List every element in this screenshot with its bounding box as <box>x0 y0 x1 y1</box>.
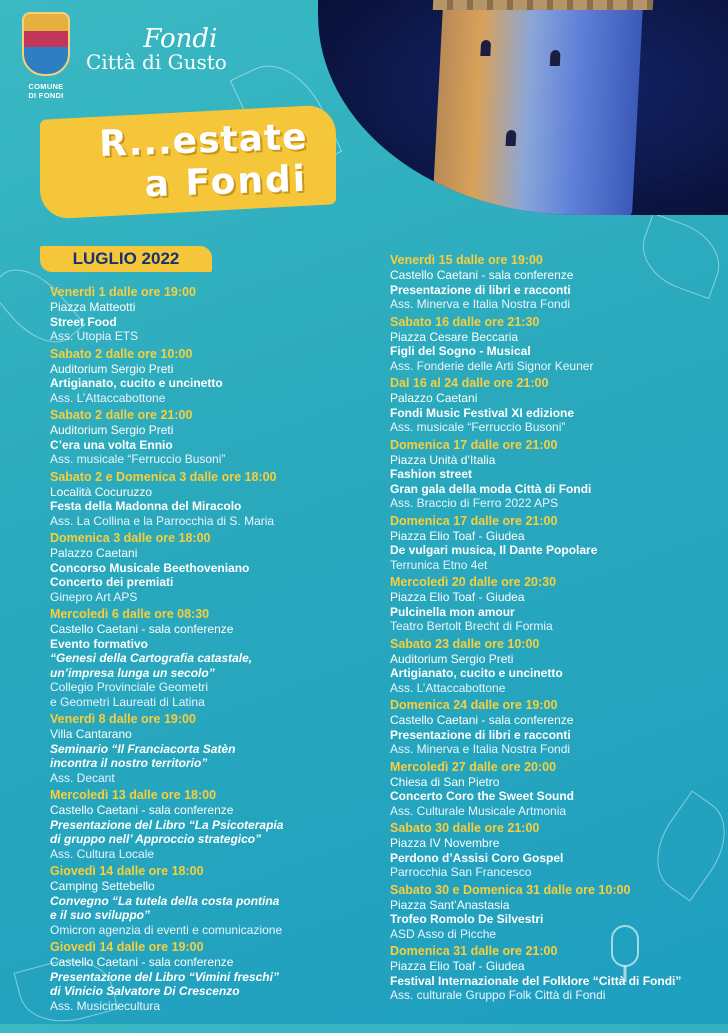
event-place: Castello Caetani - sala conferenze <box>390 713 574 727</box>
event-title: Figli del Sogno - Musical <box>390 344 531 358</box>
event-date: Giovedì 14 dalle ore 19:00 <box>50 940 204 954</box>
event-title: Convegno “La tutela della costa pontina <box>50 893 280 908</box>
event-item <box>390 944 720 1003</box>
castle-tower-photo <box>318 0 728 215</box>
event-item <box>390 253 720 312</box>
event-organizer: Ass. musicale “Ferruccio Busoni” <box>50 452 226 466</box>
event-date: Sabato 16 dalle ore 21:30 <box>390 314 540 329</box>
events-column-right <box>390 253 720 1006</box>
event-organizer: Ass. Culturale Musicale Artmonia <box>390 803 567 818</box>
event-organizer: Ass. Minerva e Italia Nostra Fondi <box>390 742 571 756</box>
event-item <box>50 712 380 785</box>
event-organizer: Ass. La Collina e la Parrocchia di S. Maria <box>50 513 275 528</box>
event-item <box>390 821 720 880</box>
event-place: Villa Cantarano <box>50 727 132 741</box>
event-organizer: Ass. Cultura Locale <box>50 846 155 861</box>
event-place: Chiesa di San Pietro <box>390 774 500 789</box>
event-place: Piazza Elio Toaf - Giudea <box>390 959 525 973</box>
event-title: incontra il nostro territorio” <box>50 756 208 770</box>
event-title: un’impresa lunga un secolo” <box>50 665 215 680</box>
event-organizer: e Geometri Laureati di Latina <box>50 694 205 709</box>
event-organizer: Collegio Provinciale Geometri <box>50 680 209 694</box>
event-title: “Genesi della Cartografia catastale, <box>50 651 253 665</box>
event-organizer: Parrocchia San Francesco <box>390 865 532 879</box>
event-place: Palazzo Caetani <box>390 391 478 405</box>
event-title: Presentazione di libri e racconti <box>390 282 571 297</box>
event-title: Pulcinella mon amour <box>390 604 515 619</box>
event-title: Concerto Coro the Sweet Sound <box>390 789 575 803</box>
event-date: Sabato 30 dalle ore 21:00 <box>390 821 540 835</box>
event-item <box>50 788 380 861</box>
event-date: Domenica 17 dalle ore 21:00 <box>390 437 558 452</box>
event-item <box>390 514 720 573</box>
event-organizer: Ass. musicale “Ferruccio Busoni” <box>390 420 566 434</box>
event-date: Sabato 2 dalle ore 21:00 <box>50 408 193 422</box>
event-date: Mercoledì 13 dalle ore 18:00 <box>50 788 217 802</box>
event-title: e il suo sviluppo” <box>50 908 151 922</box>
event-organizer: Omicron agenzia di eventi e comunicazione <box>50 922 283 937</box>
event-item <box>50 347 380 406</box>
event-item <box>50 531 380 604</box>
event-organizer: Ginepro Art APS <box>50 589 138 604</box>
event-date: Sabato 2 e Domenica 3 dalle ore 18:00 <box>50 469 277 484</box>
event-place: Piazza Sant’Anastasia <box>390 897 510 912</box>
event-date: Sabato 2 dalle ore 10:00 <box>50 346 193 361</box>
event-organizer: Ass. Utopia ETS <box>50 329 139 343</box>
event-place: Piazza Elio Toaf - Giudea <box>390 528 525 543</box>
event-place: Piazza Matteotti <box>50 300 136 314</box>
event-place: Auditorium Sergio Preti <box>50 423 174 437</box>
event-item <box>50 940 380 1013</box>
event-title: C’era una volta Ennio <box>50 437 173 452</box>
event-item <box>390 376 720 435</box>
event-place: Palazzo Caetani <box>50 546 138 560</box>
logo-line-2: Città di Gusto <box>86 50 227 74</box>
event-item <box>390 760 720 819</box>
event-item <box>50 285 380 344</box>
event-date: Mercoledì 20 dalle ore 20:30 <box>390 575 557 589</box>
event-date: Domenica 24 dalle ore 19:00 <box>390 698 558 712</box>
event-organizer: Ass. culturale Gruppo Folk Città di Fondi <box>390 988 606 1002</box>
event-place: Castello Caetani - sala conferenze <box>50 803 234 817</box>
comune-label <box>18 82 74 100</box>
event-date: Sabato 30 e Domenica 31 dalle ore 10:00 <box>390 882 631 897</box>
event-date: Mercoledì 6 dalle ore 08:30 <box>50 607 210 621</box>
event-place: Località Cocuruzzo <box>50 484 153 499</box>
event-item <box>390 575 720 634</box>
event-organizer: Ass. Fonderie delle Arti Signor Keuner <box>390 358 594 373</box>
event-item <box>390 637 720 696</box>
event-item <box>50 607 380 709</box>
event-organizer: Ass. Decant <box>50 770 115 785</box>
event-place: Piazza Unità d’Italia <box>390 452 496 467</box>
event-date: Venerdì 8 dalle ore 19:00 <box>50 712 196 726</box>
event-item <box>50 864 380 937</box>
event-place: Castello Caetani - sala conferenze <box>50 955 234 969</box>
event-title: Seminario “Il Franciacorta Satèn <box>50 741 236 756</box>
event-title: Concerto dei premiati <box>50 575 174 589</box>
event-title: Presentazione del Libro “Vimini freschi” <box>50 969 279 984</box>
event-title: Gran gala della moda Città di Fondi <box>390 481 592 496</box>
event-date: Venerdì 1 dalle ore 19:00 <box>50 285 196 299</box>
ice-cream-icon <box>608 924 642 984</box>
event-title: Artigianato, cucito e uncinetto <box>390 666 563 680</box>
event-date: Venerdì 15 dalle ore 19:00 <box>390 253 543 267</box>
event-item <box>50 470 380 529</box>
event-item <box>390 698 720 757</box>
event-title: De vulgari musica, Il Dante Popolare <box>390 543 598 557</box>
event-item <box>50 408 380 467</box>
title-line-1: R...estate <box>98 116 309 165</box>
event-title: Concorso Musicale Beethoveniano <box>50 560 250 575</box>
month-label: LUGLIO 2022 <box>40 246 212 272</box>
event-title: di Vinicio Salvatore Di Crescenzo <box>50 984 240 998</box>
title-line-2: a Fondi <box>143 158 308 206</box>
event-title: Presentazione del Libro “La Psicoterapia <box>50 817 284 832</box>
comune-label-line-2: DI FONDI <box>28 91 64 100</box>
event-place: Camping Settebello <box>50 879 155 893</box>
event-title: di gruppo nell’ Approccio strategico” <box>50 832 262 846</box>
event-place: Castello Caetani - sala conferenze <box>390 268 574 282</box>
event-place: Piazza IV Novembre <box>390 836 500 850</box>
page-title <box>61 118 310 211</box>
event-date: Domenica 31 dalle ore 21:00 <box>390 944 558 958</box>
event-date: Dal 16 al 24 dalle ore 21:00 <box>390 376 549 390</box>
event-date: Sabato 23 dalle ore 10:00 <box>390 636 540 651</box>
fondi-citta-di-gusto-logo <box>86 24 227 74</box>
event-organizer: ASD Asso di Picche <box>390 926 497 941</box>
comune-crest-logo <box>22 12 70 76</box>
events-column-left <box>50 285 380 1016</box>
event-title: Fondi Music Festival XI edizione <box>390 405 575 420</box>
event-organizer: Ass. L’Attaccabottone <box>390 680 506 695</box>
event-place: Auditorium Sergio Preti <box>390 651 514 666</box>
event-organizer: Ass. L’Attaccabottone <box>50 390 166 405</box>
event-title: Street Food <box>50 314 117 329</box>
event-title: Perdono d’Assisi Coro Gospel <box>390 850 564 865</box>
event-organizer: Ass. Minerva e Italia Nostra Fondi <box>390 297 571 311</box>
event-date: Mercoledì 27 dalle ore 20:00 <box>390 759 557 774</box>
event-title: Festa della Madonna del Miracolo <box>50 499 242 513</box>
event-organizer: Ass. Braccio di Ferro 2022 APS <box>390 496 559 510</box>
event-item <box>390 883 720 942</box>
event-place: Piazza Cesare Beccaria <box>390 329 519 344</box>
logo-line-1: Fondi <box>143 24 218 54</box>
event-title: Presentazione di libri e racconti <box>390 727 571 742</box>
event-date: Domenica 17 dalle ore 21:00 <box>390 513 558 528</box>
event-place: Auditorium Sergio Preti <box>50 361 174 376</box>
event-title: Artigianato, cucito e uncinetto <box>50 376 223 390</box>
event-organizer: Terrunica Etno 4et <box>390 557 488 572</box>
event-item <box>390 315 720 374</box>
event-title: Evento formativo <box>50 636 149 651</box>
event-item <box>390 438 720 511</box>
event-place: Piazza Elio Toaf - Giudea <box>390 590 525 604</box>
event-title: Fashion street <box>390 467 473 481</box>
event-date: Domenica 3 dalle ore 18:00 <box>50 531 211 545</box>
event-organizer: Ass. Musicinecultura <box>50 998 161 1013</box>
event-title: Trofeo Romolo De Silvestri <box>390 912 544 926</box>
event-title: Festival Internazionale del Folklore “Città di Fondi” <box>390 973 682 988</box>
event-date: Giovedì 14 dalle ore 18:00 <box>50 864 204 878</box>
event-organizer: Teatro Bertolt Brecht di Formia <box>390 619 553 633</box>
event-place: Castello Caetani - sala conferenze <box>50 622 234 636</box>
comune-label-line-1: COMUNE <box>28 82 64 91</box>
